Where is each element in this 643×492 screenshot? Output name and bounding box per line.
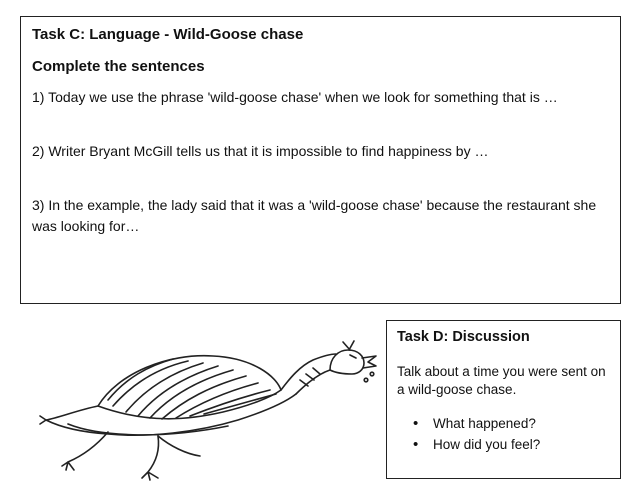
- goose-leg-front: [142, 436, 159, 480]
- running-goose-illustration: [38, 328, 378, 488]
- task-c-subtitle: Complete the sentences: [32, 58, 205, 75]
- question-1: 1) Today we use the phrase 'wild-goose chase' when we look for something that is …: [32, 89, 558, 105]
- task-c-title: Task C: Language - Wild-Goose chase: [32, 26, 304, 43]
- discussion-bullet-list: [397, 413, 610, 455]
- task-d-box: [386, 320, 621, 479]
- task-d-prompt: Talk about a time you were sent on a wild-goose chase.: [397, 364, 606, 397]
- goose-leg-back: [62, 432, 108, 470]
- bullet-what-happened: • What happened?: [433, 413, 610, 434]
- goose-neck: [281, 354, 336, 390]
- task-c-box: [20, 16, 621, 304]
- task-d-title: Task D: Discussion: [397, 329, 530, 345]
- question-2: 2) Writer Bryant McGill tells us that it is impossible to find happiness by …: [32, 143, 489, 159]
- question-3: 3) In the example, the lady said that it was a 'wild-goose chase' because the restaurant she was looking for…: [32, 197, 597, 234]
- bullet-how-did-you-feel: • How did you feel?: [433, 434, 610, 455]
